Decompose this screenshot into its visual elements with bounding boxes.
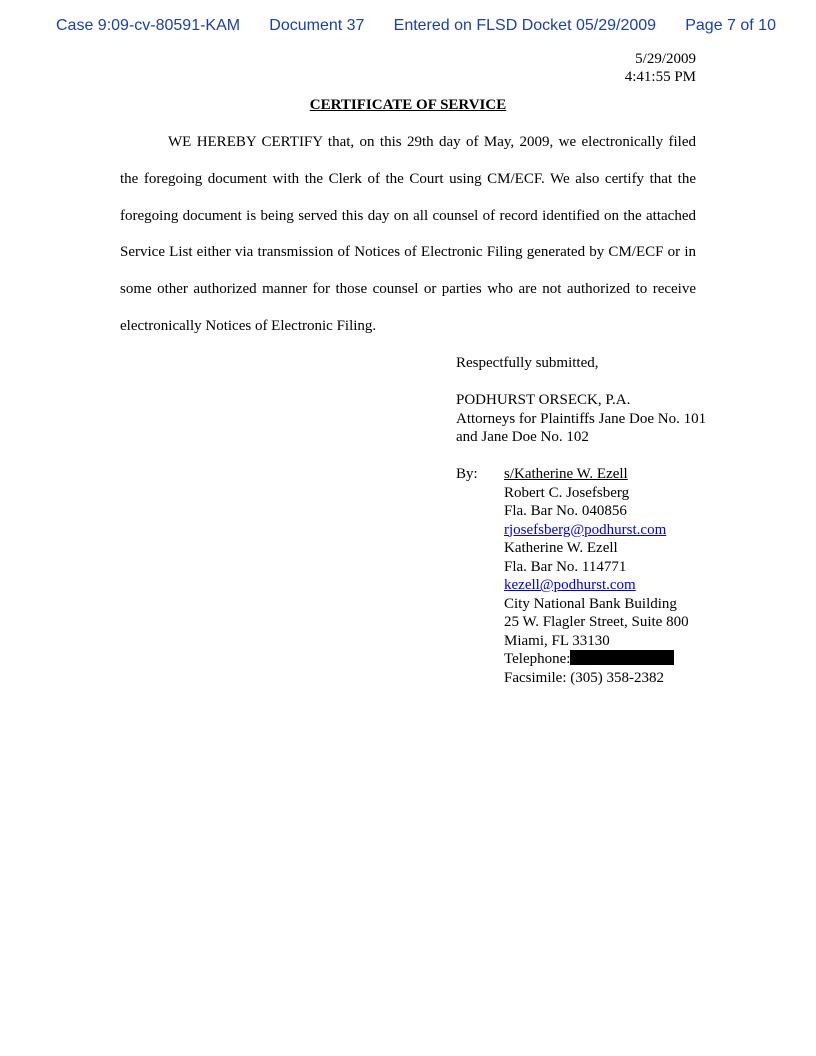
bar-number: Fla. Bar No. 040856 [504, 503, 627, 519]
firm-block [456, 391, 716, 447]
page-number: Page 7 of 10 [685, 17, 776, 34]
case-number: Case 9:09-cv-80591-KAM [56, 17, 241, 34]
e-signature: s/Katherine W. Ezell [504, 466, 628, 482]
facsimile-line: Facsimile: (305) 358-2382 [504, 669, 664, 686]
telephone-line [504, 650, 689, 669]
page-title: CERTIFICATE OF SERVICE [309, 97, 507, 113]
closing: Respectfully submitted, [456, 355, 599, 371]
street-address: 25 W. Flagler Street, Suite 800 [504, 614, 689, 630]
firm-role: Attorneys for Plaintiffs Jane Doe No. 101 and Jane Doe No. 102 [456, 410, 707, 445]
attorney-name: Robert C. Josefsberg [504, 484, 630, 501]
redaction-box [570, 650, 674, 665]
city-state-zip: Miami, FL 33130 [504, 632, 610, 649]
attorney-name: Katherine W. Ezell [504, 540, 618, 556]
docket-header [56, 17, 776, 35]
signature-lines [504, 465, 689, 687]
building-name: City National Bank Building [504, 595, 677, 612]
bar-number: Fla. Bar No. 114771 [504, 558, 627, 575]
certificate-body: WE HEREBY CERTIFY that, on this 29th day of May, 2009, we electronically filed the foregoing document with the Clerk of the Court using CM/ECF. We also certify that the foregoing document is being served this day on all counsel of record identified on the attached Service List either via transmission of Notices of Electronic Filing generated by CM/ECF or in some other authorized manner for those counsel or parties who are not authorized to receive electronically Notices of Electronic Filing. [120, 134, 696, 334]
document-number: Document 37 [269, 17, 365, 34]
docket-entry: Entered on FLSD Docket 05/29/2009 [393, 17, 657, 34]
timestamp-date: 5/29/2009 [635, 51, 696, 67]
email-link[interactable]: kezell@podhurst.com [504, 577, 636, 593]
firm-name: PODHURST ORSECK, P.A. [456, 392, 631, 408]
timestamp-time: 4:41:55 PM [624, 69, 696, 85]
timestamp [625, 50, 696, 86]
by-label: By: [456, 466, 478, 482]
email-link[interactable]: rjosefsberg@podhurst.com [504, 521, 667, 538]
telephone-label: Telephone: [504, 651, 571, 667]
